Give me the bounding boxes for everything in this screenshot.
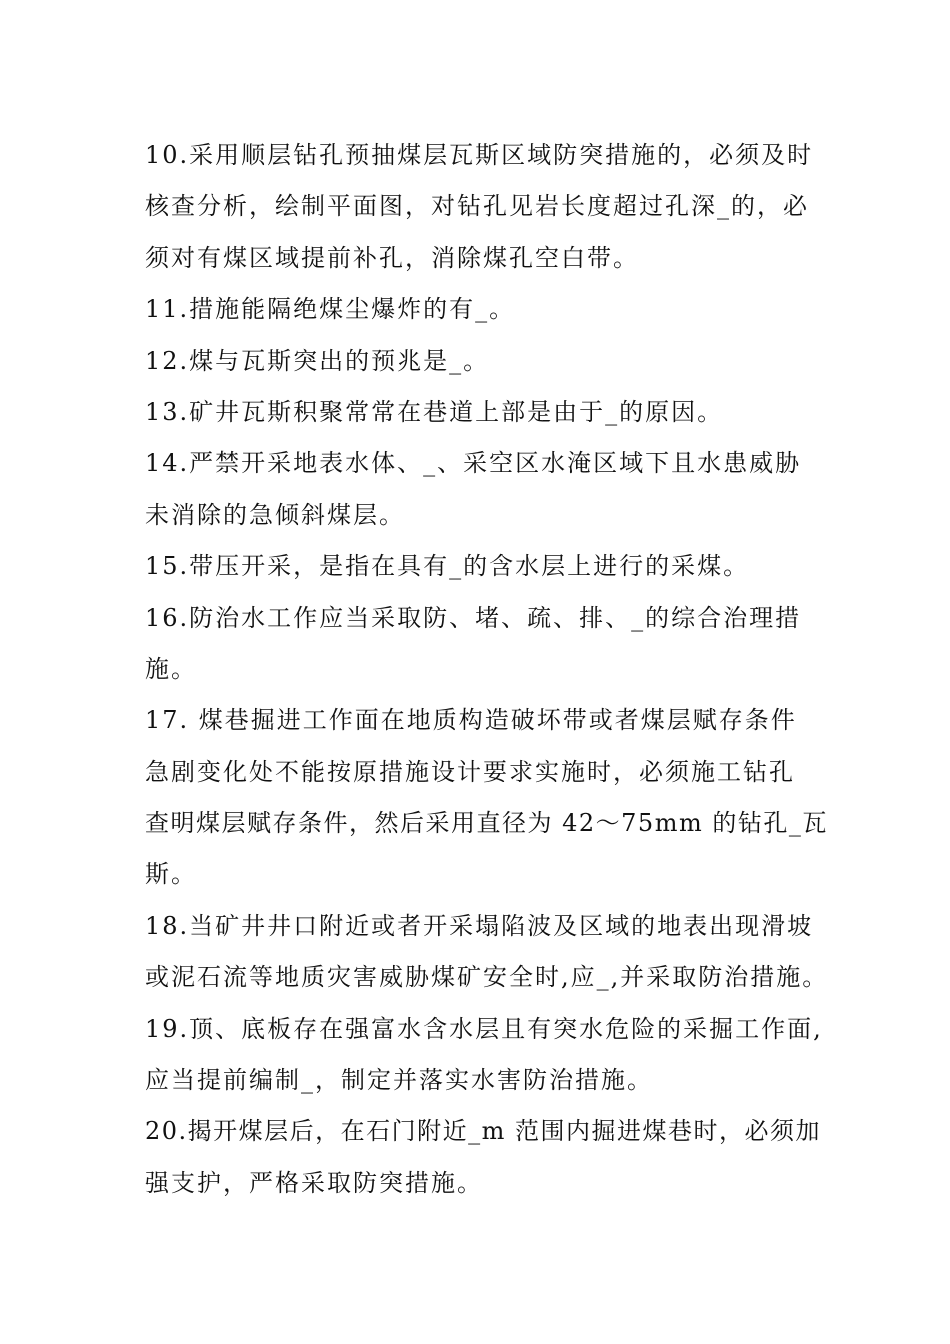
text-line: 20.揭开煤层后，在石门附近_m 范围内掘进煤巷时，必须加 [145, 1117, 822, 1146]
text-line: 核查分析，绘制平面图，对钻孔见岩长度超过孔深_的，必 [145, 192, 809, 221]
text-line: 17. 煤巷掘进工作面在地质构造破坏带或者煤层赋存条件 [145, 706, 797, 735]
text-line: 10.采用顺层钻孔预抽煤层瓦斯区域防突措施的，必须及时 [145, 141, 814, 169]
text-line: 19.顶、底板存在强富水含水层且有突水危险的采掘工作面, [145, 1014, 823, 1043]
text-line: 11.措施能隔绝煤尘爆炸的有_。 [145, 295, 516, 324]
text-line: 急剧变化处不能按原措施设计要求实施时，必须施工钻孔 [145, 757, 795, 786]
text-line: 13.矿井瓦斯积聚常常在巷道上部是由于_的原因。 [145, 397, 724, 426]
document-body [145, 130, 829, 1209]
text-line: 强支护，严格采取防突措施。 [145, 1168, 483, 1197]
text-line: 施。 [145, 654, 197, 683]
text-line: 12.煤与瓦斯突出的预兆是_。 [145, 346, 490, 375]
text-line: 未消除的急倾斜煤层。 [145, 500, 405, 529]
text-line: 查明煤层赋存条件，然后采用直径为 42～75mm 的钻孔_瓦 [145, 809, 828, 838]
text-line: 或泥石流等地质灾害威胁煤矿安全时,应_,并采取防治措施。 [145, 963, 829, 992]
text-line: 18.当矿井井口附近或者开采塌陷波及区域的地表出现滑坡 [145, 911, 814, 940]
text-line: 15.带压开采，是指在具有_的含水层上进行的采煤。 [145, 552, 750, 581]
text-line: 14.严禁开采地表水体、_、采空区水淹区域下且水患威胁 [145, 449, 802, 478]
text-line: 斯。 [145, 860, 197, 889]
text-line: 须对有煤区域提前补孔，消除煤孔空白带。 [145, 243, 639, 272]
text-line: 16.防治水工作应当采取防、堵、疏、排、_的综合治理措 [145, 603, 802, 632]
text-line: 应当提前编制_，制定并落实水害防治措施。 [145, 1066, 653, 1095]
